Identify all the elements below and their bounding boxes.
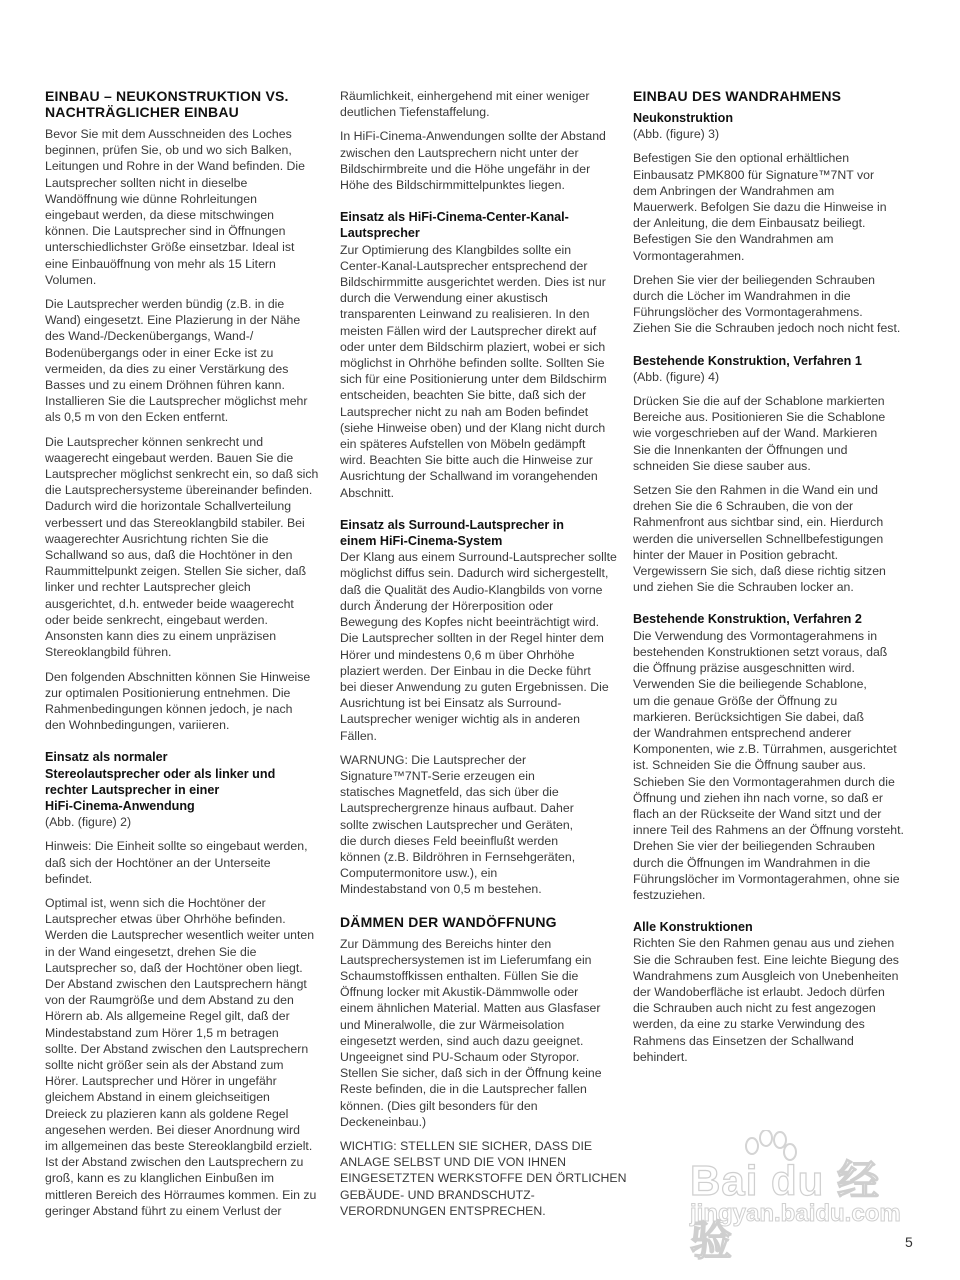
figure-reference: (Abb. (figure) 4)	[633, 369, 720, 384]
subsection-heading: Bestehende Konstruktion, Verfahren 2	[633, 612, 862, 627]
column-right	[633, 88, 923, 1073]
paragraph: Den folgenden Abschnitten können Sie Hinweise zur optimalen Positionierung entnehmen. Die Rahmenbedingungen können jedoch, je nach den Wohnbedingungen, variieren.	[45, 669, 311, 733]
paragraph: Der Klang aus einem Surround-Lautsprecher sollte möglichst diffus sein. Dadurch wird sichergestellt, daß die Qualität des Audio-Klangbilds von vorne durch Änderung der Hörerposition oder Bewegung des Kopfes nicht beeinträchtigt wird. Die Lautsprecher sollten in der Regel hinter dem Hörer und mindestens 0,6 m über Ohrhöhe plaziert werden. Der Einbau in die Decke führt bei dieser Anwendung zu guten Ergebnissen. Die Ausrichtung ist bei Einsatz als Surround- Lautsprecher weniger wichtig als in anderen Fällen.	[340, 550, 617, 743]
section-heading: EINBAU – NEUKONSTRUKTION VS. NACHTRÄGLICHER EINBAU	[45, 88, 289, 120]
section-heading: EINBAU DES WANDRAHMENS	[633, 88, 842, 104]
paragraph: Richten Sie den Rahmen genau aus und ziehen Sie die Schrauben fest. Eine leichte Biegung des Wandrahmens zum Ausgleich von Unebenheiten der Wandoberfläche ist erlaubt. Jedoch dürfen die Schrauben auch nicht zu fest angezogen werden, da eine zu starke Verwindung des Rahmens das Einsetzen der Schallwand behindert.	[633, 936, 899, 1064]
section-heading: DÄMMEN DER WANDÖFFNUNG	[340, 913, 557, 930]
figure-reference: (Abb. (figure) 2)	[45, 815, 132, 830]
subsection-heading: Neukonstruktion	[633, 111, 734, 125]
figure-reference: (Abb. (figure) 3)	[633, 127, 720, 142]
subsection-heading: Alle Konstruktionen	[633, 920, 753, 935]
baidu-watermark	[690, 1130, 901, 1264]
paragraph: Zur Optimierung des Klangbildes sollte ein Center-Kanal-Lautsprecher entsprechend der Bildschirmmitte ausgerichtet werden. Dies ist nur durch die Verwendung einer akustisch transparenten Leinwand zu realisieren. In den meisten Fällen wird der Lautsprecher direkt auf oder unter dem Bildschirm plaziert, wobei er sich möglichst in Ohrhöhe befinden sollte. Sollten Sie sich für eine Positionierung unter dem Bildschirm entscheiden, beachten Sie bitte, daß sich der Lautsprecher nicht zu nah am Boden befindet (siehe Hinweise oben) und der Klang nicht durch ein späteres Aufstellen von Möbeln gedämpft wird. Beachten Sie bitte auch die Hinweise zur Ausrichtung der Schallwand im vorangehenden Abschnitt.	[340, 242, 607, 500]
paragraph: Drehen Sie vier der beiliegenden Schrauben durch die Löcher im Wandrahmen in die Führungslöcher des Vormontagerahmens. Ziehen Sie die Schrauben jedoch noch nicht fest.	[633, 272, 901, 336]
paragraph: Optimal ist, wenn sich die Hochtöner der Lautsprecher etwas über Ohrhöhe befinden. Werden die Lautsprecher wesentlich weiter unten in der Wand eingesetzt, drehen Sie die Lautsprecher so, daß der Hochtöner oben liegt. Der Abstand zwischen den Lautsprechern hängt von der Raumgröße und dem Abstand zu den Hörern ab. Als allgemeine Regel gilt, daß der Mindestabstand zum Hörer 1,5 m betragen sollte. Der Abstand zwischen den Lautsprechern sollte nicht größer sein als der Abstand zum Hörer. Lautsprecher und Hörer in ungefähr gleichem Abstand in einem gleichseitigen Dreieck zu plazieren kann als goldene Regel angesehen werden. Bei dieser Anordnung wird im allgemeinen das beste Stereoklangbild erzielt. Ist der Abstand zwischen den Lautsprechern zu groß, kann es zu klanglichen Einbußen im mittleren Bereich des Hörraumes kommen. Ein zu geringer Abstand führt zu einem Verlust der	[45, 895, 317, 1218]
paragraph: Die Verwendung des Vormontagerahmens in bestehenden Konstruktionen setzt voraus, daß die Öffnung präzise ausgeschnitten wird. Verwenden Sie die beiliegende Schablone, um die genaue Größe der Öffnung zu markieren. Berücksichtigen Sie dabei, daß der Wandrahmen entsprechend anderer Komponenten, wie z.B. Türrahmen, ausgerichtet ist. Schneiden Sie die Öffnung sauber aus. Schieben Sie den Vormontagerahmen durch die Öffnung und ziehen ihn nach vorne, so daß er flach an der Rückseite der Wand sitzt und der innere Teil des Rahmens an der Öffnung vorsteht. Drehen Sie vier der beiliegenden Schrauben durch die Öffnungen im Wandrahmen in die Führungslöcher im Vormontagerahmen, ohne sie festzuziehen.	[633, 628, 904, 902]
paragraph: Zur Dämmung des Bereichs hinter den Lautsprechersystemen ist im Lieferumfang ein Schaumstoffkissen enthalten. Füllen Sie die Öffnung locker mit Akustik-Dämmwolle oder einem ähnlichen Material. Matten aus Glasfaser und Mineralwolle, die zur Wärmeisolation eingesetzt werden, sind auch dazu geeignet. Ungeeignet sind PU-Schaum oder Styropor. Stellen Sie sicher, daß sich in der Öffnung keine Reste befinden, die in die Lautsprecher fallen können. (Dies gilt besonders für den Deckeneinbau.)	[340, 936, 602, 1129]
paragraph: Setzen Sie den Rahmen in die Wand ein und drehen Sie die 6 Schrauben, die von der Rahmenfront aus sichtbar sind, ein. Hierdurch werden die universellen Schnellbefestigungen hinter der Mauer in Position gebracht. Vergewissern Sie sich, daß diese richtig sitzen und ziehen Sie die Schrauben locker an.	[633, 483, 886, 595]
important-paragraph: WICHTIG: STELLEN SIE SICHER, DASS DIE ANLAGE SELBST UND DIE VON IHNEN EINGESETZTEN WERKSTOFFE DEN ÖRTLICHEN GEBÄUDE- UND BRANDSCHUTZ- VERORDNUNGEN ENTSPRECHEN.	[340, 1138, 627, 1218]
paragraph: Bevor Sie mit dem Ausschneiden des Loches beginnen, prüfen Sie, ob und wo sich Balken, Leitungen und Rohre in der Wand befinden. Die Lautsprecher sollten nicht in dieselbe Wandöffnung wie dünne Rohrleitungen eingebaut werden, da diese mitschwingen können. Die Lautsprecher sind in Öffnungen unterschiedlichster Größe einsetzbar. Ideal ist eine Einbauöffnung von mehr als 15 Litern Volumen.	[45, 127, 306, 287]
page-number: 5	[905, 1234, 913, 1250]
column-left	[45, 88, 335, 1227]
subsection-heading: Einsatz als normaler Stereolautsprecher oder als linker und rechter Lautsprecher in einer HiFi-Cinema-Anwendung	[45, 750, 276, 813]
subsection-heading: Einsatz als HiFi-Cinema-Center-Kanal- Lautsprecher	[340, 210, 569, 241]
paragraph: In HiFi-Cinema-Anwendungen sollte der Abstand zwischen den Lautsprechern nicht unter der Bildschirmbreite und die Höhe ungefähr in der Höhe des Bildschirmmittelpunktes liegen.	[340, 129, 606, 193]
paragraph: Die Lautsprecher können senkrecht und waagerecht eingebaut werden. Bauen Sie die Lautsprecher möglichst senkrecht ein, so daß sich die Lautsprechersysteme übereinander befinden. Dadurch wird die horizontale Schallverteilung verbessert und das Stereoklangbild stabiler. Bei waagerechter Ausrichtung richten Sie die Schallwand so aus, daß die Hochtöner in den Raummittelpunkt zeigen. Stellen Sie sicher, daß linker und rechter Lautsprecher gleich ausgerichtet, d.h. entweder beide waagerecht oder beide senkrecht, eingebaut werden. Ansonsten kann dies zu einem unpräzisen Stereoklangbild führen.	[45, 434, 319, 660]
paragraph: Die Lautsprecher werden bündig (z.B. in die Wand) eingesetzt. Eine Plazierung in der Nähe des Wand-/Deckenübergangs, Wand-/ Bodenübergangs oder in einer Ecke ist zu vermeiden, da dies zu einer Verstärkung des Basses und zu einem Dröhnen führen kann. Installieren Sie die Lautsprecher möglichst mehr als 0,5 m von den Ecken entfernt.	[45, 297, 308, 425]
column-middle	[340, 88, 630, 1227]
warning-paragraph: WARNUNG: Die Lautsprecher der Signature™7NT-Serie erzeugen ein statisches Magnetfeld, das sich über die Lautsprechergrenze hinaus aufbaut. Daher sollte zwischen Lautsprecher und Geräten, die durch dieses Feld beeinflußt werden können (z.B. Bildröhren in Fernsehgeräten, Computermonitore usw.), ein Mindestabstand von 0,5 m bestehen.	[340, 752, 576, 897]
paragraph: Befestigen Sie den optional erhältlichen Einbausatz PMK800 für Signature™7NT vor dem Anbringen der Wandrahmen am Mauerwerk. Befolgen Sie dazu die Hinweise in der Anleitung, die dem Einbausatz beiliegt. Befestigen Sie den Wandrahmen am Vormontagerahmen.	[633, 151, 887, 263]
paragraph: Hinweis: Die Einheit sollte so eingebaut werden, daß sich der Hochtöner an der Unterseite befindet.	[45, 839, 308, 886]
watermark-url: jingyan.baidu.com	[690, 1200, 901, 1227]
subsection-heading: Einsatz als Surround-Lautsprecher in einem HiFi-Cinema-System	[340, 517, 564, 549]
paragraph: Drücken Sie die auf der Schablone markierten Bereiche aus. Positionieren Sie die Schablone wie vorgeschrieben auf der Wand. Markieren Sie die Innenkanten der Öffnungen und schneiden Sie diese sauber aus.	[633, 394, 886, 473]
watermark-brand: Bai du 经验	[690, 1157, 881, 1264]
paragraph: Räumlichkeit, einhergehend mit einer weniger deutlichen Tiefenstaffelung.	[340, 89, 590, 120]
subsection-heading: Bestehende Konstruktion, Verfahren 1	[633, 353, 862, 368]
